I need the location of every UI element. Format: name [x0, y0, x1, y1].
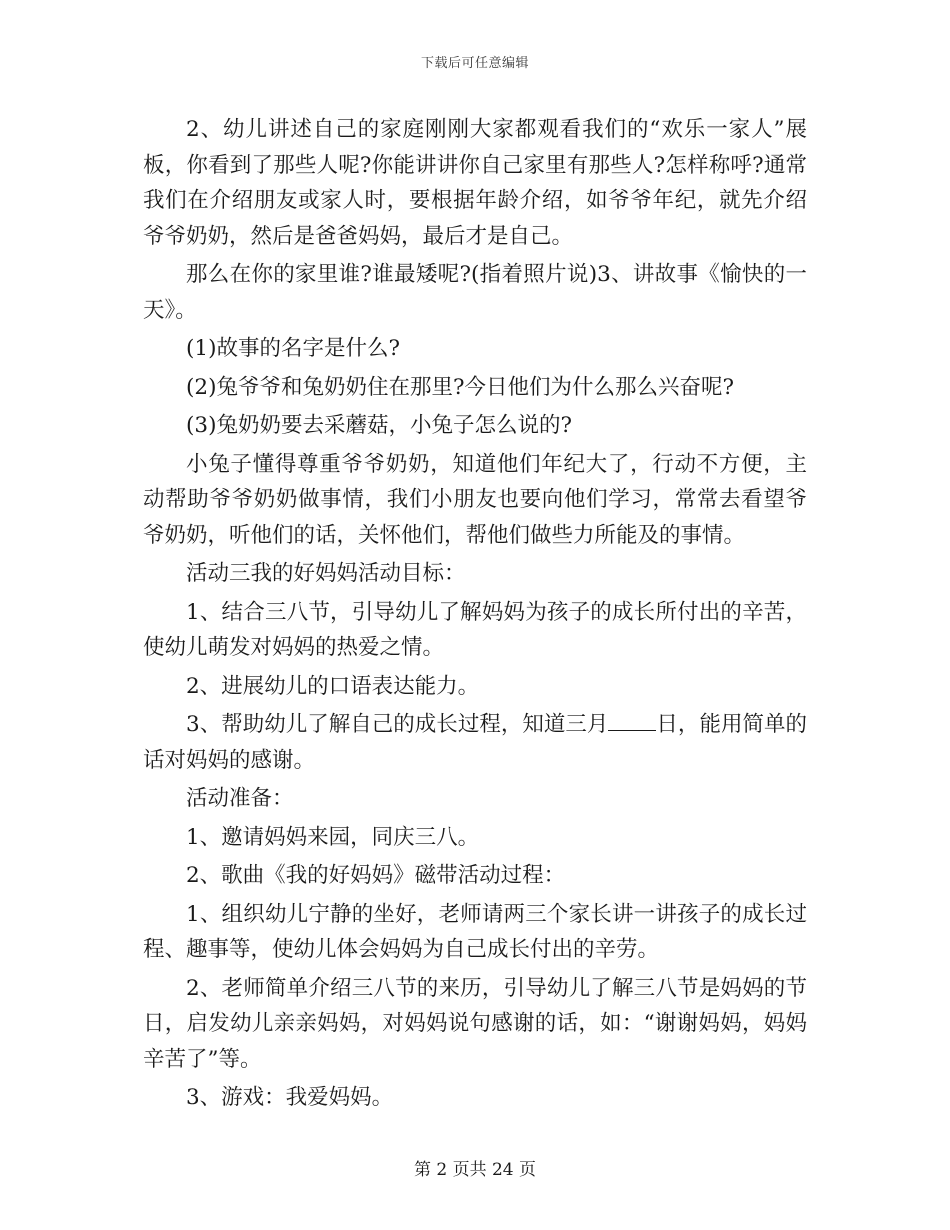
paragraph: (2)兔爷爷和兔奶奶住在那里?今日他们为什么那么兴奋呢? [186, 374, 735, 400]
paragraph: 活动准备： [186, 786, 294, 811]
page-header: 下载后可任意编辑 [420, 56, 529, 71]
paragraph: 活动三我的好妈妈活动目标： [186, 561, 466, 586]
paragraph: 2、歌曲《我的好妈妈》磁带活动过程： [186, 863, 566, 888]
paragraph: 2、老师简单介绍三八节的来历，引导幼儿了解三八节是妈妈的节日，启发幼儿亲亲妈妈，对妈妈说句感谢的话，如：“谢谢妈妈，妈妈辛苦了”等。 [143, 975, 807, 1072]
document-body [143, 112, 807, 1116]
paragraph: 3、游戏：我爱妈妈。 [186, 1085, 394, 1110]
paragraph: 1、组织幼儿宁静的坐好，老师请两三个家长讲一讲孩子的成长过程、趣事等，使幼儿体会妈妈为自己成长付出的辛劳。 [143, 901, 807, 962]
paragraph-with-blank [143, 707, 807, 778]
paragraph-text: 3、帮助幼儿了解自己的成长过程，知道三月 [186, 712, 609, 737]
paragraph: 2、进展幼儿的口语表达能力。 [186, 673, 480, 699]
paragraph-text: 日，能用简单的话对妈妈的感谢。 [143, 712, 807, 773]
paragraph: 小兔子懂得尊重爷爷奶奶，知道他们年纪大了，行动不方便，主动帮助爷爷奶奶做事情，我们小朋友也要向他们学习，常常去看望爷爷奶奶，听他们的话，关怀他们，帮他们做些力所能及的事情。 [143, 451, 807, 548]
page-footer: 第 2 页共 24 页 [413, 1160, 537, 1180]
paragraph: 1、邀请妈妈来园，同庆三八。 [186, 824, 480, 850]
paragraph: (3)兔奶奶要去采蘑菇，小兔子怎么说的? [186, 413, 572, 438]
fill-in-blank [608, 708, 656, 731]
paragraph: (1)故事的名字是什么? [186, 336, 400, 361]
paragraph: 那么在你的家里谁?谁最矮呢?(指着照片说)3、讲故事《愉快的一天》。 [143, 262, 807, 323]
paragraph: 1、结合三八节，引导幼儿了解妈妈为孩子的成长所付出的辛苦，使幼儿萌发对妈妈的热爱之情。 [143, 599, 807, 660]
paragraph: 2、幼儿讲述自己的家庭刚刚大家都观看我们的“欢乐一家人”展板，你看到了那些人呢?你能讲讲你自己家里有那些人?怎样称呼?通常我们在介绍朋友或家人时，要根据年龄介绍，如爷爷年纪，就先介绍爷爷奶奶，然后是爸爸妈妈，最后才是自己。 [143, 117, 807, 249]
